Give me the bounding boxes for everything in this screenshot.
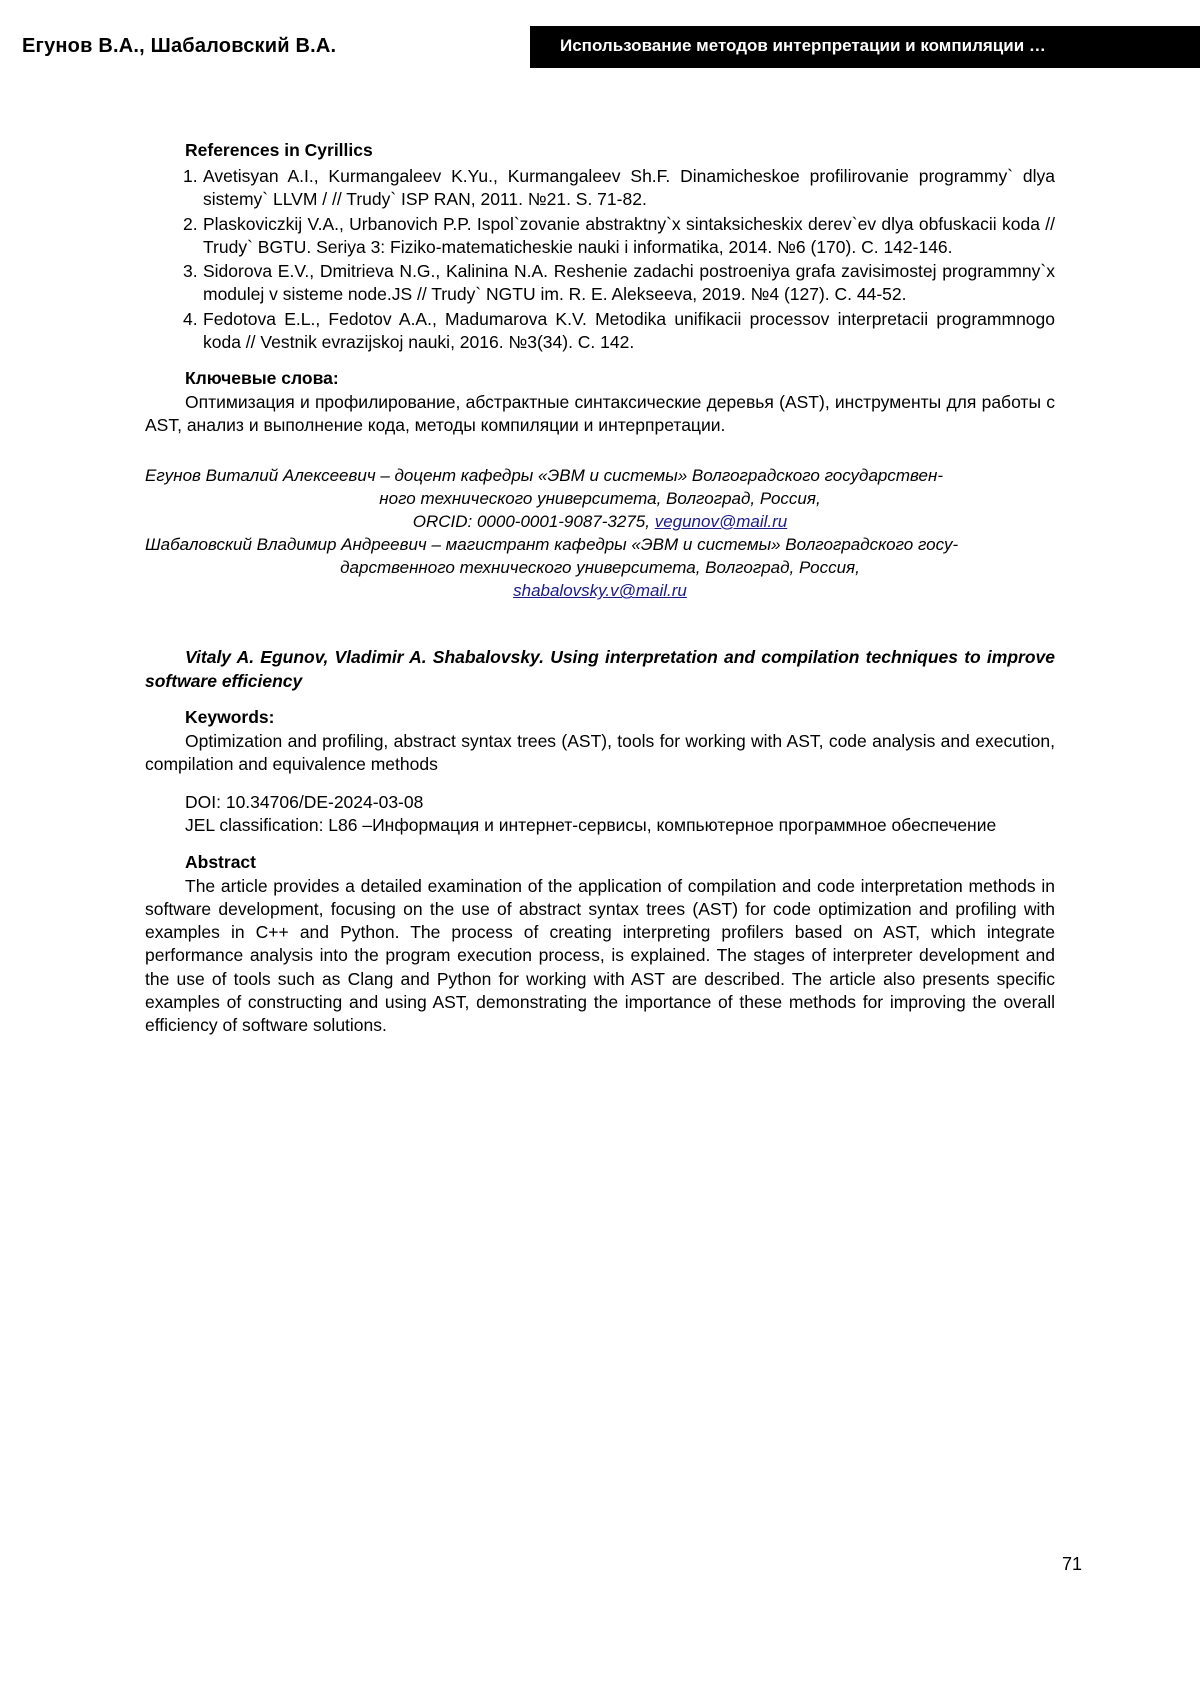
abstract-text: The article provides a detailed examination of the application of compilation and code interpretation methods in software development, focusing on the use of abstract syntax trees (AST) for code optimization and profiling with examples in C++ and Python. The process of creating interpreting profilers based on AST, which integrate performance analysis into the program execution process, is explained. The stages of interpreter development and the use of tools such as Clang and Python for working with AST are described. The article also presents specific examples of constructing and using AST, demonstrating the importance of these methods for improving the overall efficiency of software solutions. — [145, 875, 1055, 1036]
jel-classification-line: JEL classification: L86 –Информация и интернет-сервисы, компьютерное программное обеспечение — [185, 815, 997, 836]
reference-text: Avetisyan A.I., Kurmangaleev K.Yu., Kurmangaleev Sh.F. Dinamicheskoe profilirovanie programmy` dlya sistemy` LLVM / // Trudy` ISP RAN, 2011. №21. S. 71-82. — [203, 166, 1055, 210]
author1-orcid: ORCID: 0000-0001-9087-3275, — [412, 511, 650, 531]
reference-text: Fedotova E.L., Fedotov A.A., Madumarova K.V. Metodika unifikacii processov interpretacii programmnogo koda // Vestnik evrazijskoj nauki, 2016. №3(34). C. 142. — [203, 308, 1055, 352]
references-heading: References in Cyrillics — [185, 140, 373, 160]
author1-orcid-line — [145, 510, 1055, 533]
page-content — [145, 140, 1055, 1037]
author1-affiliation-line1: Егунов Виталий Алексеевич – доцент кафедры «ЭВМ и системы» Волгоградского государствен- — [145, 465, 943, 485]
author2-email-link[interactable]: shabalovsky.v@mail.ru — [513, 581, 687, 601]
reference-item — [145, 260, 1055, 307]
author2-affiliation-line1: Шабаловский Владимир Андреевич – магистрант кафедры «ЭВМ и системы» Волгоградского госу- — [145, 534, 959, 554]
reference-item — [145, 165, 1055, 212]
reference-number: 3. — [183, 261, 198, 282]
abstract-heading: Abstract — [185, 851, 256, 872]
english-title: Vitaly A. Egunov, Vladimir A. Shabalovsky. Using interpretation and compilation techniques to improve software efficiency — [145, 647, 1055, 691]
keywords-ru-heading: Ключевые слова: — [185, 368, 339, 389]
abstract-block — [145, 852, 1055, 1038]
author1-email-link[interactable]: vegunov@mail.ru — [654, 511, 788, 531]
running-head-authors: Егунов В.А., Шабаловский В.А. — [22, 35, 337, 57]
reference-number: 1. — [183, 166, 198, 186]
author2-email-line — [145, 579, 1055, 602]
keywords-en-text: Optimization and profiling, abstract syntax trees (AST), tools for working with AST, code analysis and execution, compilation and equivalence methods — [145, 731, 1055, 775]
reference-item — [145, 213, 1055, 260]
reference-number: 4. — [183, 308, 198, 329]
reference-text: Plaskoviczkij V.A., Urbanovich P.P. Ispol`zovanie abstraktny`x sintaksicheskix derev`ev dlya obfuskacii koda // Trudy` BGTU. Seriya 3: Fiziko-matematicheskie nauki i informatika, 2014. №6 (170). C. 142-146. — [203, 213, 1055, 257]
identifiers-block — [145, 791, 1055, 838]
keywords-en-block — [145, 707, 1055, 777]
author1-affiliation-line2: ного технического университета, Волгоград, Россия, — [379, 488, 821, 508]
keywords-en-heading: Keywords: — [185, 707, 275, 728]
keywords-ru-text: Оптимизация и профилирование, абстрактные синтаксические деревья (AST), инструменты для работы с AST, анализ и выполнение кода, методы компиляции и интерпретации. — [145, 392, 1055, 436]
author2-affiliation-line2: дарственного технического университета, Волгоград, Россия, — [340, 558, 860, 578]
doi-line: DOI: 10.34706/DE-2024-03-08 — [185, 791, 424, 812]
reference-number: 2. — [183, 213, 198, 234]
running-head-title: Использование методов интерпретации и компиляции … — [560, 36, 1046, 55]
page-number: 71 — [1061, 1554, 1082, 1574]
references-list — [145, 165, 1055, 354]
running-head — [0, 26, 1200, 68]
reference-text: Sidorova E.V., Dmitrieva N.G., Kalinina N.A. Reshenie zadachi postroeniya grafa zavisimostej programmny`x modulej v sisteme node.JS // Trudy` NGTU im. R. E. Alekseeva, 2019. №4 (127). C. 44-52. — [203, 261, 1055, 305]
keywords-ru-block — [145, 368, 1055, 438]
reference-item — [145, 308, 1055, 355]
authors-affiliation-block — [145, 464, 1055, 603]
